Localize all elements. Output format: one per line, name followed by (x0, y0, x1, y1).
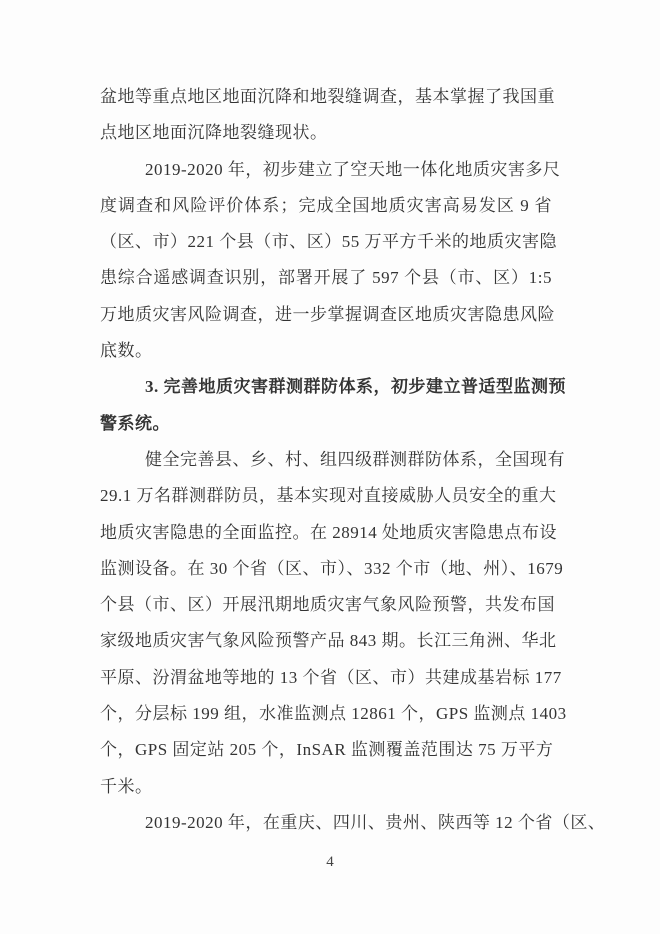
text-line: 个，分层标 199 组，水准监测点 12861 个，GPS 监测点 1403 (100, 704, 567, 724)
text-line: 盆地等重点地区地面沉降和地裂缝调查，基本掌握了我国重 (100, 87, 555, 106)
text-line: 底数。 (100, 341, 153, 361)
page-number: 4 (326, 854, 334, 870)
text-line: 29.1 万名群测群防员，基本实现对直接威胁人员安全的重大 (100, 486, 557, 506)
text-line: 监测设备。在 30 个省（区、市）、332 个市（地、州）、1679 (100, 558, 564, 578)
text-line: 2019-2020 年，在重庆、四川、贵州、陕西等 12 个省（区、 (145, 812, 606, 832)
text-line: 个，GPS 固定站 205 个，InSAR 监测覆盖范围达 75 万平方 (100, 740, 554, 760)
text-line: 平原、汾渭盆地等地的 13 个省（区、市）共建成基岩标 177 (100, 667, 562, 687)
text-line: 点地区地面沉降地裂缝现状。 (100, 123, 328, 143)
text-line: 家级地质灾害气象风险预警产品 843 期。长江三角洲、华北 (100, 631, 557, 651)
section-heading-line: 3. 完善地质灾害群测群防体系，初步建立普适型监测预 (145, 377, 566, 397)
text-line: 个县（市、区）开展汛期地质灾害气象风险预警，共发布国 (100, 595, 555, 615)
section-heading-line: 警系统。 (100, 413, 170, 433)
text-line: 健全完善县、乡、村、组四级群测群防体系，全国现有 (145, 449, 565, 469)
text-block (100, 79, 606, 841)
text-line: 万地质灾害风险调查，进一步掌握调查区地质灾害隐患风险 (100, 304, 555, 324)
text-line: （区、市）221 个县（市、区）55 万平方千米的地质灾害隐 (100, 232, 557, 252)
text-line: 患综合遥感调查识别，部署开展了 597 个县（市、区）1:5 (100, 268, 552, 288)
text-line: 2019-2020 年，初步建立了空天地一体化地质灾害多尺 (145, 159, 561, 179)
text-line: 度调查和风险评价体系；完成全国地质灾害高易发区 9 省 (100, 195, 552, 215)
text-line: 地质灾害隐患的全面监控。在 28914 处地质灾害隐患点布设 (100, 522, 557, 542)
text-line: 千米。 (100, 776, 153, 796)
